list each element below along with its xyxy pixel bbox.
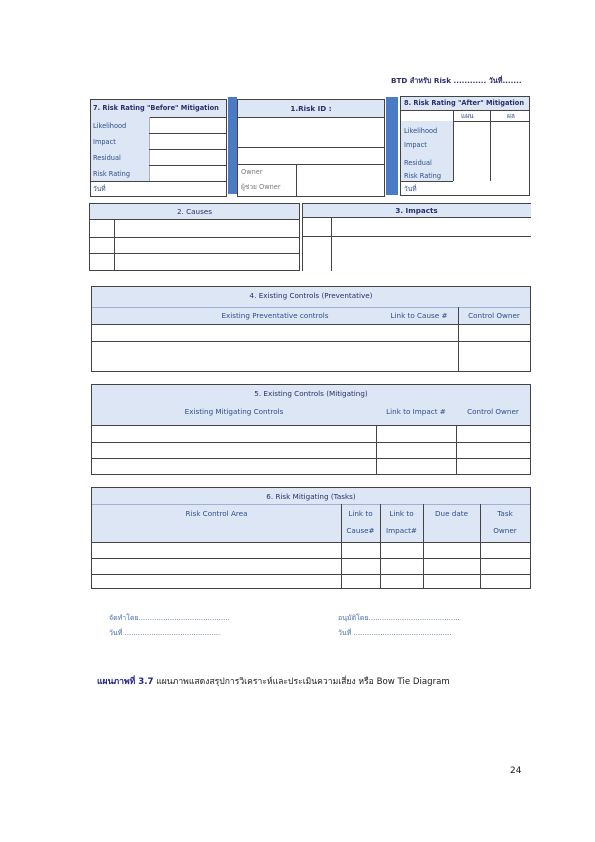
- preventative-control-owner-header: Control Owner: [468, 311, 520, 320]
- mitigating-control-owner-header: Control Owner: [467, 407, 519, 416]
- impacts-title: 3. Impacts: [395, 206, 438, 215]
- preventative-controls-table: [91, 286, 531, 372]
- mitigating-title: 5. Existing Controls (Mitigating): [254, 389, 368, 398]
- preventative-controls-header: Existing Preventative controls: [221, 311, 329, 320]
- impacts-table: [302, 203, 531, 271]
- risk-id-title: 1.Risk ID :: [290, 104, 332, 113]
- right-accent-bar: [386, 97, 398, 195]
- tasks-risk-control-area-header: Risk Control Area: [185, 509, 248, 518]
- after-date-label: วันที่: [404, 185, 417, 193]
- page-number: 24: [510, 766, 522, 776]
- tasks-task-owner-header-2: Owner: [493, 526, 517, 535]
- after-mitigation-box: [400, 96, 530, 196]
- before-residual-label: Residual: [93, 154, 121, 162]
- tasks-link-cause-header-2: Cause#: [346, 526, 375, 535]
- prepared-date-line: วันที่ ...........................................: [109, 629, 221, 637]
- before-date-label: วันที่: [93, 185, 106, 193]
- approved-date-line: วันที่ ............................................: [338, 629, 452, 637]
- figure-caption-text: แผนภาพแสดงสรุปการวิเคราะห์และประเมินความเสี่ยง หรือ Bow Tie Diagram: [156, 677, 450, 687]
- figure-caption: [97, 677, 450, 688]
- after-impact-label: Impact: [404, 141, 427, 149]
- tasks-link-cause-header-1: Link to: [348, 509, 373, 518]
- causes-title: 2. Causes: [176, 207, 213, 216]
- tasks-due-date-header: Due date: [434, 509, 468, 518]
- mitigating-link-impact-header: Link to Impact #: [386, 407, 446, 416]
- risk-mitigating-tasks-table: [91, 487, 531, 589]
- after-title: 8. Risk Rating "After" Mitigation: [404, 99, 525, 107]
- owner-label: Owner: [241, 168, 263, 176]
- before-impact-label: Impact: [93, 138, 116, 146]
- mitigating-controls-header: Existing Mitigating Controls: [184, 407, 284, 416]
- before-mitigation-box: [90, 99, 227, 197]
- before-likelihood-label: Likelihood: [93, 122, 127, 130]
- tasks-title: 6. Risk Mitigating (Tasks): [266, 492, 356, 501]
- before-risk-rating-label: Risk Rating: [93, 170, 131, 178]
- figure-caption-label: แผนภาพที่ 3.7: [97, 677, 154, 687]
- risk-header-note: BTD สำหรับ Risk ............ วันที่.......: [391, 76, 522, 85]
- before-title: 7. Risk Rating "Before" Mitigation: [93, 104, 219, 112]
- prepared-by-line: จัดทำโดย.........................................: [109, 614, 230, 622]
- tasks-link-impact-header-2: Impact#: [386, 526, 417, 535]
- risk-id-box: [237, 99, 385, 197]
- causes-table: [89, 203, 300, 271]
- after-plan-header: แผน: [461, 112, 474, 120]
- approved-by-line: อนุมัติโดย.........................................: [338, 614, 460, 622]
- mitigating-controls-table: [91, 384, 531, 475]
- tasks-task-owner-header-1: Task: [497, 509, 513, 518]
- preventative-title: 4. Existing Controls (Preventative): [249, 291, 373, 300]
- tasks-link-impact-header-1: Link to: [389, 509, 414, 518]
- assistant-owner-label: ผู้ช่วย Owner: [241, 183, 281, 191]
- after-likelihood-label: Likelihood: [404, 127, 438, 135]
- preventative-link-cause-header: Link to Cause #: [390, 311, 448, 320]
- after-residual-label: Residual: [404, 159, 432, 167]
- after-risk-rating-label: Risk Rating: [404, 172, 442, 180]
- after-result-header: ผล: [507, 112, 515, 120]
- left-accent-bar: [228, 97, 237, 194]
